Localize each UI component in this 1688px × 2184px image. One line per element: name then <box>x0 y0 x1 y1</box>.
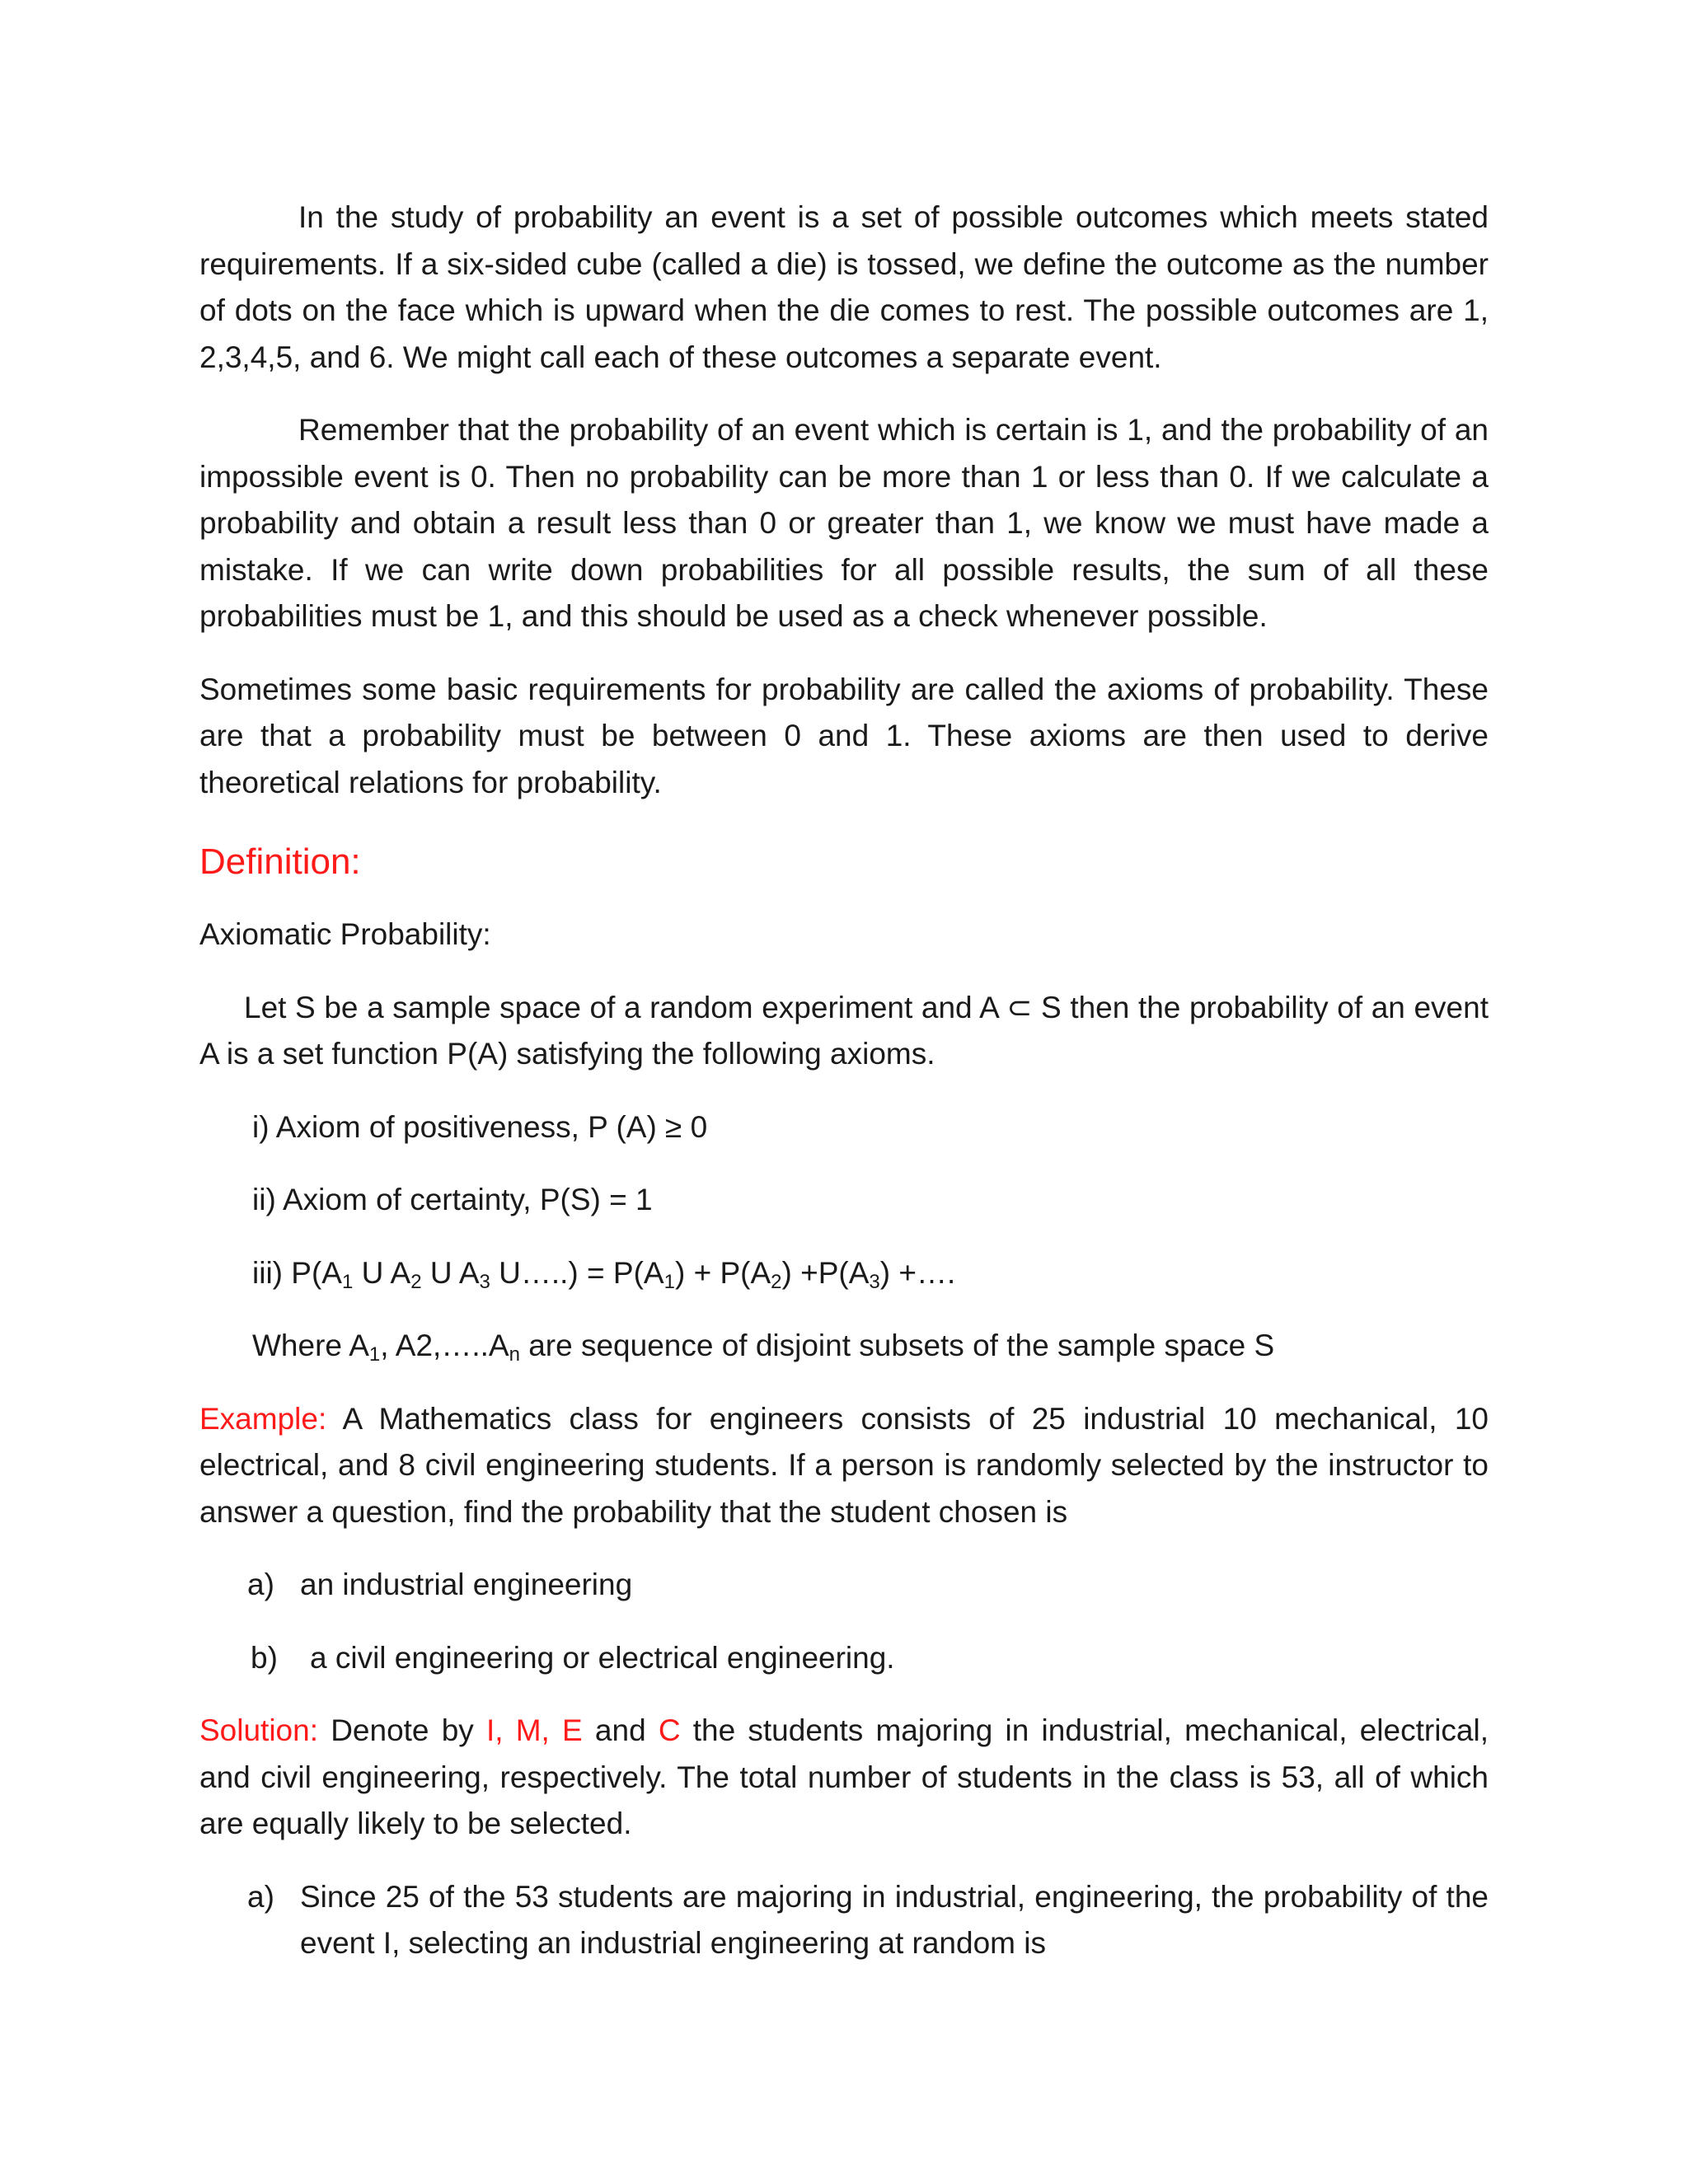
solution-c-symbol: C <box>658 1713 681 1747</box>
axiom-positiveness: i) Axiom of positiveness, P (A) ≥ 0 <box>252 1109 708 1144</box>
axiom-additivity <box>252 1250 1489 1297</box>
list-marker: a) <box>247 1879 274 1914</box>
axiom3-text: iii) P(A <box>252 1255 342 1290</box>
subscript: 1 <box>341 1270 354 1293</box>
where-text: are sequence of disjoint subsets of the sample space S <box>519 1329 1275 1362</box>
example-paragraph <box>199 1396 1489 1536</box>
solution-paragraph <box>199 1708 1489 1848</box>
example-item-a <box>247 1562 1489 1609</box>
paragraph-probability-bounds: Remember that the probability of an event which is certain is 1, and the probability of an impossible event is 0. Then no probability can be more than 1 or less than 0. If we calculate a probability and obtain a result less than 0 or greater than 1, we know we must have made a mistake. If we can write down probabilities for all possible results, the sum of all these probabilities must be 1, and this should be used as a check whenever possible. <box>199 413 1489 633</box>
definition-intro: Let S be a sample space of a random experiment and A ⊂ S then the probability of an event A is a set function P(A) satisfying the following axioms. <box>199 990 1489 1071</box>
subscript: 3 <box>479 1270 490 1293</box>
solution-item-a <box>247 1874 1489 1967</box>
subscript: 2 <box>410 1270 422 1293</box>
example-item-b <box>247 1635 1489 1682</box>
where-text: Where A <box>252 1329 369 1362</box>
axiom3-text: U A <box>421 1255 480 1290</box>
solution-ime-symbols: I, M, E <box>485 1713 583 1747</box>
subscript: n <box>509 1343 520 1366</box>
paragraph-event-definition: In the study of probability an event is a set of possible outcomes which meets stated requirements. If a six-sided cube (called a die) is tossed, we define the outcome as the number of dots on the face which is upward when the die comes to rest. The possible outcomes are 1, 2,3,4,5, and 6. We might call each of these outcomes a separate event. <box>199 200 1489 374</box>
list-marker: b) <box>251 1640 278 1675</box>
example-label: Example: <box>199 1401 327 1436</box>
where-text: , A2,…..A <box>380 1329 509 1362</box>
definition-heading: Definition: <box>199 841 361 882</box>
subscript: 3 <box>869 1270 880 1293</box>
axiomatic-probability-subheading: Axiomatic Probability: <box>199 917 491 951</box>
paragraph-axioms-intro: Sometimes some basic requirements for probability are called the axioms of probability. These are that a probability must be between 0 and 1. These axioms are then used to derive theoretical relations for probability. <box>199 672 1489 799</box>
axiom-certainty: ii) Axiom of certainty, P(S) = 1 <box>252 1183 653 1216</box>
axiom3-text: ) + P(A <box>674 1255 771 1290</box>
axiom3-text: ) +P(A <box>781 1255 870 1290</box>
list-item-text: an industrial engineering <box>300 1568 633 1601</box>
list-marker: a) <box>247 1568 274 1601</box>
list-item-text: a civil engineering or electrical engineering. <box>310 1640 895 1675</box>
subscript: 2 <box>771 1270 782 1293</box>
example-text: A Mathematics class for engineers consists of 25 industrial 10 mechanical, 10 electrical, and 8 civil engineering students. If a person is randomly selected by the instructor to answer a question, find the probability that the student chosen is <box>199 1401 1489 1529</box>
subscript: 1 <box>663 1270 675 1293</box>
solution-label: Solution: <box>199 1713 318 1747</box>
solution-text: and <box>582 1713 659 1747</box>
solution-text: Denote by <box>318 1713 486 1747</box>
disjoint-subsets-note <box>252 1323 1489 1370</box>
axiom3-text: ) +…. <box>879 1255 956 1290</box>
axiom3-text: U A <box>353 1255 411 1290</box>
axiom3-text: U…..) = P(A <box>490 1255 664 1290</box>
subscript: 1 <box>368 1343 381 1366</box>
list-item-text: Since 25 of the 53 students are majoring in industrial, engineering, the probability of the event I, selecting an industrial engineering at random is <box>300 1879 1489 1960</box>
solution-text: the students majoring in industrial, mechanical, electrical, and civil engineering, respectively. The total number of students in the class is 53, all of which are equally likely to be selected. <box>199 1713 1489 1840</box>
